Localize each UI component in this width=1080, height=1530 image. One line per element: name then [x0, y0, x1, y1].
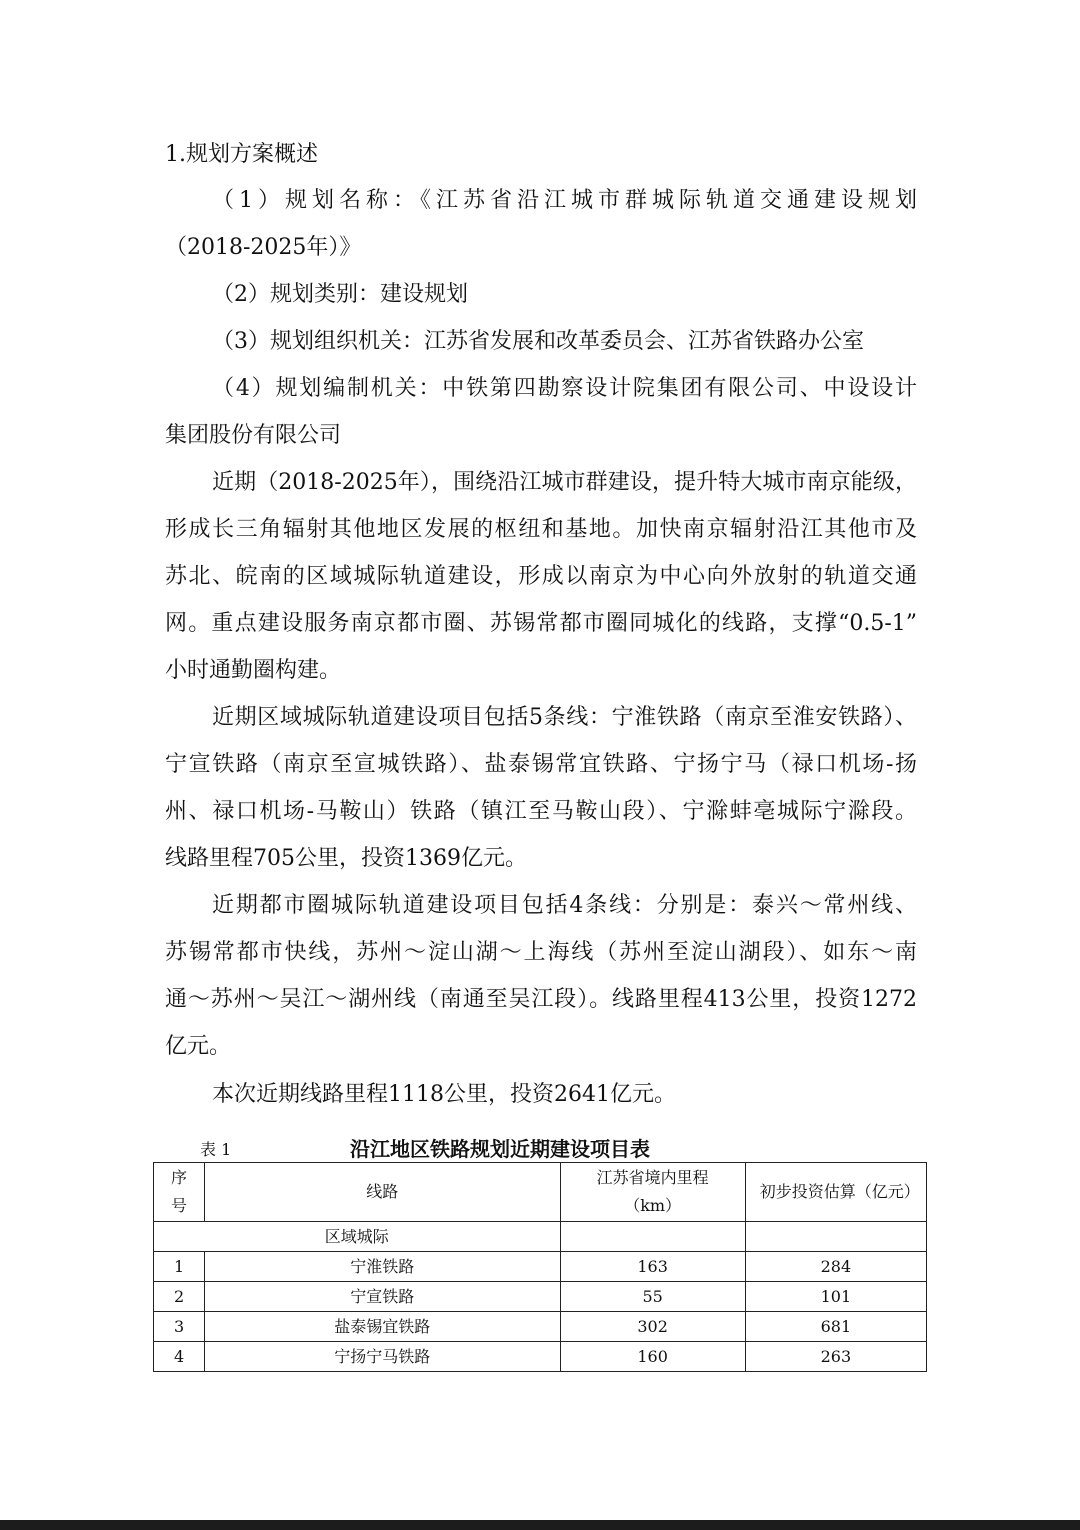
cell-route: 盐泰锡宜铁路 — [205, 1312, 560, 1342]
paragraph-line: （1）规划名称：《江苏省沿江城市群城际轨道交通建设规划 — [212, 188, 917, 213]
cell-investment: 101 — [745, 1282, 926, 1312]
header-seq: 序号 — [154, 1163, 205, 1222]
cell-seq: 3 — [154, 1312, 205, 1342]
table-header-row — [154, 1163, 927, 1222]
table-cell — [560, 1222, 745, 1252]
paragraph-line: 近期都市圈城际轨道建设项目包括4条线：分别是：泰兴～常州线、 — [212, 893, 917, 918]
paragraph-line: 线路里程705公里，投资1369亿元。 — [165, 846, 527, 871]
cell-seq: 4 — [154, 1342, 205, 1372]
group-label: 区域城际 — [154, 1222, 561, 1252]
section-heading: 1.规划方案概述 — [165, 142, 318, 167]
paragraph-line: 形成长三角辐射其他地区发展的枢纽和基地。加快南京辐射沿江其他市及 — [165, 517, 917, 542]
paragraph-line: 通～苏州～吴江～湖州线（南通至吴江段）。线路里程413公里，投资1272 — [165, 987, 917, 1012]
table-cell — [745, 1222, 926, 1252]
paragraph-line: （3）规划组织机关：江苏省发展和改革委员会、江苏省铁路办公室 — [212, 329, 864, 354]
cell-mileage: 163 — [560, 1252, 745, 1282]
cell-route: 宁扬宁马铁路 — [205, 1342, 560, 1372]
cell-mileage: 55 — [560, 1282, 745, 1312]
header-route: 线路 — [205, 1163, 560, 1222]
table-row — [154, 1312, 927, 1342]
header-mileage: 江苏省境内里程（km） — [560, 1163, 745, 1222]
cell-mileage: 160 — [560, 1342, 745, 1372]
paragraph-line: （2）规划类别：建设规划 — [212, 282, 468, 307]
cell-route: 宁淮铁路 — [205, 1252, 560, 1282]
table-row — [154, 1282, 927, 1312]
paragraph-line: 州、禄口机场-马鞍山）铁路（镇江至马鞍山段）、宁滁蚌亳城际宁滁段。 — [165, 799, 917, 824]
paragraph-line: 宁宣铁路（南京至宣城铁路）、盐泰锡常宜铁路、宁扬宁马（禄口机场-扬 — [165, 752, 917, 777]
paragraph-line: 本次近期线路里程1118公里，投资2641亿元。 — [212, 1082, 676, 1107]
cell-investment: 284 — [745, 1252, 926, 1282]
cell-route: 宁宣铁路 — [205, 1282, 560, 1312]
table-caption — [200, 1133, 930, 1161]
paragraph-line: 苏北、皖南的区域城际轨道建设，形成以南京为中心向外放射的轨道交通 — [165, 564, 917, 589]
paragraph-line: 网。重点建设服务南京都市圈、苏锡常都市圈同城化的线路，支撑“0.5-1” — [165, 611, 917, 636]
paragraph-line: 近期（2018-2025年），围绕沿江城市群建设，提升特大城市南京能级， — [212, 470, 917, 495]
cell-investment: 263 — [745, 1342, 926, 1372]
paragraph-line: （4）规划编制机关：中铁第四勘察设计院集团有限公司、中设设计 — [212, 376, 917, 401]
cell-investment: 681 — [745, 1312, 926, 1342]
paragraph-line: 苏锡常都市快线，苏州～淀山湖～上海线（苏州至淀山湖段）、如东～南 — [165, 940, 917, 965]
table-row — [154, 1342, 927, 1372]
cell-mileage: 302 — [560, 1312, 745, 1342]
header-investment: 初步投资估算（亿元） — [745, 1163, 926, 1222]
table-group-row — [154, 1222, 927, 1252]
projects-table — [153, 1162, 927, 1372]
paragraph-line: 小时通勤圈构建。 — [165, 658, 342, 683]
bottom-bar — [0, 1520, 1080, 1530]
table-row — [154, 1252, 927, 1282]
table-title: 沿江地区铁路规划近期建设项目表 — [350, 1137, 650, 1161]
paragraph-line: 亿元。 — [165, 1034, 232, 1059]
cell-seq: 1 — [154, 1252, 205, 1282]
table-label: 表 1 — [200, 1140, 232, 1159]
paragraph-line: 近期区域城际轨道建设项目包括5条线：宁淮铁路（南京至淮安铁路）、 — [212, 705, 917, 730]
paragraph-line: 集团股份有限公司 — [165, 423, 342, 448]
paragraph-line: （2018-2025年）》 — [165, 235, 362, 260]
cell-seq: 2 — [154, 1282, 205, 1312]
